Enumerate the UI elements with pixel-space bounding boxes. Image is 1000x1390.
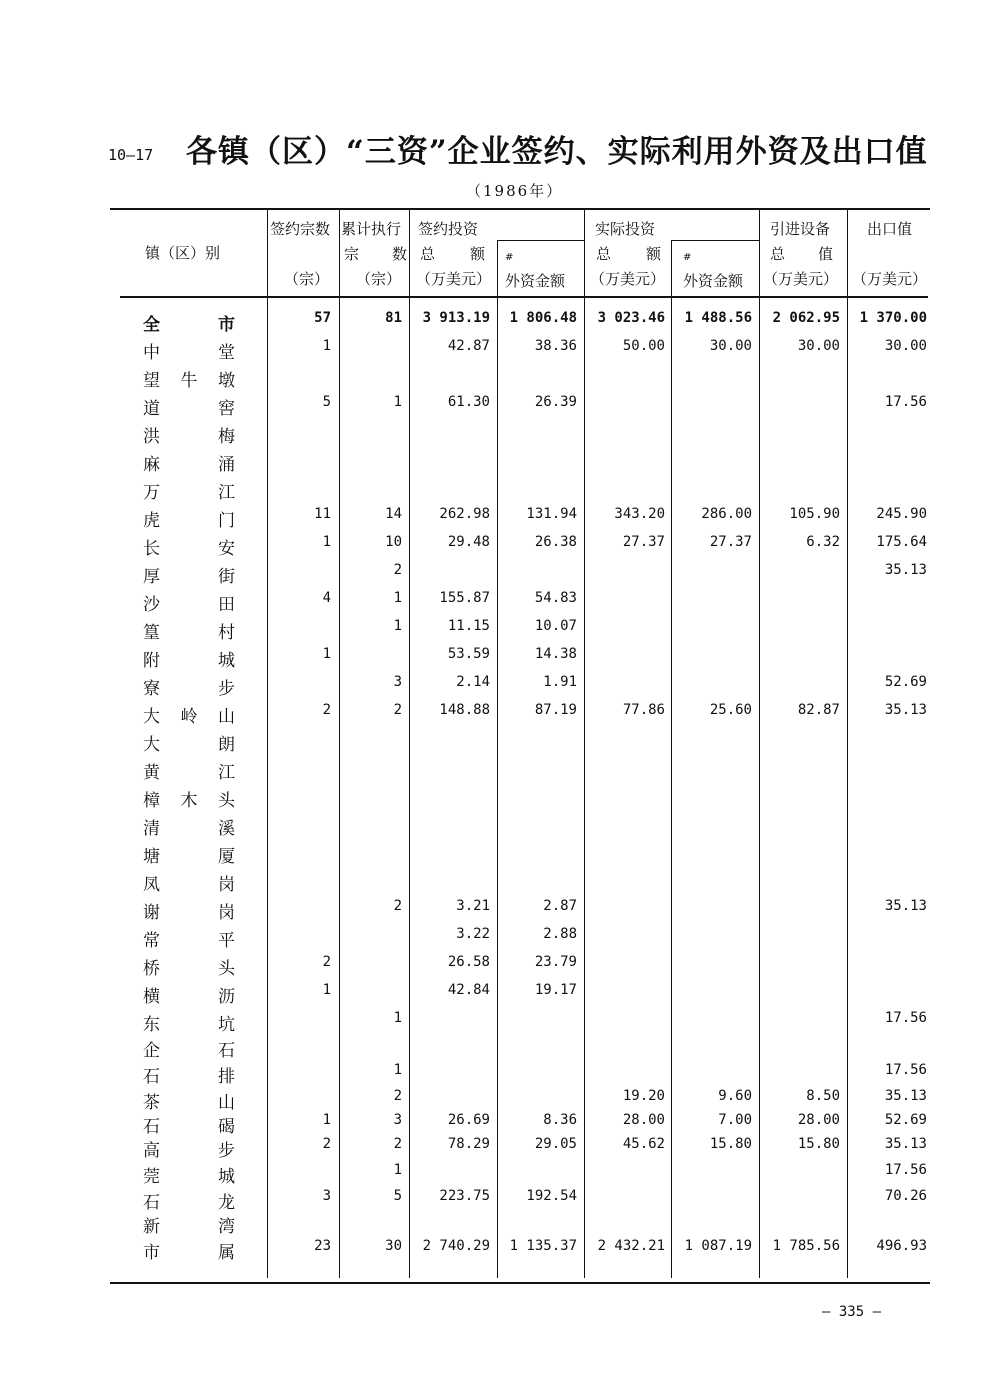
cell-signed-count: 11 bbox=[314, 506, 331, 522]
town-name-char: 堂 bbox=[218, 343, 235, 363]
cell-signed-count: 2 bbox=[322, 954, 331, 970]
table-row bbox=[0, 1136, 1000, 1162]
cell-signed-total: 223.75 bbox=[439, 1188, 490, 1204]
cell-signed-total: 42.84 bbox=[447, 982, 490, 998]
cell-signed-count: 1 bbox=[322, 1112, 331, 1128]
header-hash-mark: # bbox=[683, 252, 692, 263]
town-name-char: 墩 bbox=[218, 371, 235, 391]
cell-cum-exec-count: 1 bbox=[393, 618, 402, 634]
cell-cum-exec-count: 81 bbox=[385, 310, 402, 326]
town-name bbox=[143, 646, 235, 671]
town-name-char: 石 bbox=[143, 1193, 160, 1213]
table-row bbox=[0, 310, 1000, 336]
town-name-char: 步 bbox=[218, 1141, 235, 1161]
table-row bbox=[0, 450, 1000, 476]
cell-export-value: 35.13 bbox=[884, 562, 927, 578]
header-town: 镇（区）别 bbox=[145, 244, 221, 262]
cell-export-value: 35.13 bbox=[884, 702, 927, 718]
town-name bbox=[143, 366, 235, 391]
header-equip-total-a: 总 bbox=[770, 245, 786, 263]
table-row bbox=[0, 338, 1000, 364]
subheader-rule bbox=[671, 240, 759, 241]
town-name bbox=[143, 786, 235, 811]
town-name bbox=[143, 1238, 235, 1263]
cell-signed-count: 1 bbox=[322, 534, 331, 550]
table-row bbox=[0, 1188, 1000, 1214]
cell-actual-total: 27.37 bbox=[622, 534, 665, 550]
cell-signed-foreign: 131.94 bbox=[526, 506, 577, 522]
town-name-char: 市 bbox=[143, 1243, 160, 1263]
table-row bbox=[0, 898, 1000, 924]
header-equip-total-b: 值 bbox=[818, 245, 834, 263]
town-name-char: 梅 bbox=[218, 427, 235, 447]
town-name-char: 属 bbox=[218, 1243, 235, 1263]
cell-export-value: 17.56 bbox=[884, 394, 927, 410]
cell-signed-foreign: 8.36 bbox=[543, 1112, 577, 1128]
cell-cum-exec-count: 2 bbox=[393, 898, 402, 914]
header-actual-invest: 实际投资 bbox=[595, 220, 656, 238]
table-row bbox=[0, 786, 1000, 812]
table-row bbox=[0, 954, 1000, 980]
cell-equip-total: 6.32 bbox=[806, 534, 840, 550]
cell-signed-count: 1 bbox=[322, 982, 331, 998]
town-name-char: 望 bbox=[143, 371, 160, 391]
cell-equip-total: 82.87 bbox=[797, 702, 840, 718]
cell-signed-foreign: 2.87 bbox=[543, 898, 577, 914]
cell-signed-total: 148.88 bbox=[439, 702, 490, 718]
town-name bbox=[143, 1188, 235, 1213]
table-row bbox=[0, 674, 1000, 700]
table-row bbox=[0, 590, 1000, 616]
header-cum-exec-b: 数 bbox=[392, 245, 408, 263]
cell-export-value: 17.56 bbox=[884, 1010, 927, 1026]
cell-signed-total: 61.30 bbox=[447, 394, 490, 410]
cell-export-value: 35.13 bbox=[884, 1088, 927, 1104]
cell-signed-total: 155.87 bbox=[439, 590, 490, 606]
table-row bbox=[0, 1162, 1000, 1188]
town-name-char: 山 bbox=[218, 1093, 235, 1113]
header-signed-invest: 签约投资 bbox=[418, 220, 479, 238]
cell-actual-total: 343.20 bbox=[614, 506, 665, 522]
town-name bbox=[143, 898, 235, 923]
table-row bbox=[0, 982, 1000, 1008]
cell-cum-exec-count: 2 bbox=[393, 702, 402, 718]
table-row bbox=[0, 618, 1000, 644]
header-signed-total-unit: （万美元） bbox=[416, 270, 492, 288]
town-name bbox=[143, 1212, 235, 1237]
town-name bbox=[143, 814, 235, 839]
cell-actual-total: 3 023.46 bbox=[597, 310, 665, 326]
cell-equip-total: 28.00 bbox=[797, 1112, 840, 1128]
cell-signed-total: 3.21 bbox=[456, 898, 490, 914]
header-signed-count-unit: （宗） bbox=[284, 270, 330, 288]
town-name bbox=[143, 506, 235, 531]
town-name-char: 城 bbox=[218, 1167, 235, 1187]
table-row bbox=[0, 1212, 1000, 1238]
cell-signed-total: 2 740.29 bbox=[422, 1238, 490, 1254]
cell-actual-foreign: 30.00 bbox=[709, 338, 752, 354]
cell-signed-total: 78.29 bbox=[447, 1136, 490, 1152]
header-export-unit: （万美元） bbox=[852, 270, 928, 288]
cell-actual-total: 28.00 bbox=[622, 1112, 665, 1128]
cell-signed-count: 57 bbox=[314, 310, 331, 326]
town-name bbox=[143, 338, 235, 363]
cell-signed-foreign: 1 806.48 bbox=[509, 310, 577, 326]
town-name-char: 岗 bbox=[218, 875, 235, 895]
cell-signed-total: 42.87 bbox=[447, 338, 490, 354]
town-name bbox=[143, 982, 235, 1007]
town-name-char: 长 bbox=[143, 539, 160, 559]
cell-signed-foreign: 1.91 bbox=[543, 674, 577, 690]
cell-cum-exec-count: 1 bbox=[393, 394, 402, 410]
cell-export-value: 35.13 bbox=[884, 1136, 927, 1152]
table-row bbox=[0, 422, 1000, 448]
town-name-char: 市 bbox=[218, 315, 235, 335]
town-name-char: 步 bbox=[218, 679, 235, 699]
subheader-rule bbox=[497, 240, 584, 241]
cell-actual-foreign: 27.37 bbox=[709, 534, 752, 550]
table-row bbox=[0, 730, 1000, 756]
town-name-char: 木 bbox=[180, 791, 198, 811]
town-name-char: 平 bbox=[218, 931, 235, 951]
cell-equip-total: 2 062.95 bbox=[772, 310, 840, 326]
table-row bbox=[0, 1238, 1000, 1264]
cell-signed-count: 2 bbox=[322, 702, 331, 718]
cell-signed-foreign: 14.38 bbox=[534, 646, 577, 662]
cell-actual-foreign: 1 087.19 bbox=[684, 1238, 752, 1254]
cell-cum-exec-count: 2 bbox=[393, 1088, 402, 1104]
cell-actual-total: 19.20 bbox=[622, 1088, 665, 1104]
cell-equip-total: 105.90 bbox=[789, 506, 840, 522]
table-row bbox=[0, 1088, 1000, 1114]
town-name-char: 横 bbox=[143, 987, 160, 1007]
header-rule bbox=[120, 296, 928, 298]
cell-cum-exec-count: 5 bbox=[393, 1188, 402, 1204]
cell-export-value: 17.56 bbox=[884, 1162, 927, 1178]
table-row bbox=[0, 534, 1000, 560]
town-name-char: 高 bbox=[143, 1141, 160, 1161]
town-name bbox=[143, 1062, 235, 1087]
town-name-char: 莞 bbox=[143, 1167, 160, 1187]
town-name bbox=[143, 758, 235, 783]
cell-signed-total: 2.14 bbox=[456, 674, 490, 690]
header-actual-total-unit: （万美元） bbox=[590, 270, 666, 288]
table-row bbox=[0, 394, 1000, 420]
cell-signed-count: 3 bbox=[322, 1188, 331, 1204]
cell-actual-total: 50.00 bbox=[622, 338, 665, 354]
cell-cum-exec-count: 1 bbox=[393, 590, 402, 606]
header-cum-exec: 累计执行 bbox=[341, 220, 402, 238]
town-name-char: 樟 bbox=[143, 791, 160, 811]
town-name-char: 虎 bbox=[143, 511, 160, 531]
cell-signed-foreign: 54.83 bbox=[534, 590, 577, 606]
page-title: 各镇（区）“三资”企业签约、实际利用外资及出口值 bbox=[186, 134, 928, 170]
town-name bbox=[143, 1088, 235, 1113]
town-name-char: 塘 bbox=[143, 847, 160, 867]
town-name bbox=[143, 1036, 235, 1061]
town-name bbox=[143, 450, 235, 475]
town-name bbox=[143, 422, 235, 447]
header-actual-total-b: 额 bbox=[646, 245, 662, 263]
town-name-char: 全 bbox=[143, 315, 160, 335]
cell-equip-total: 1 785.56 bbox=[772, 1238, 840, 1254]
cell-export-value: 1 370.00 bbox=[859, 310, 927, 326]
table-row bbox=[0, 702, 1000, 728]
town-name-char: 龙 bbox=[218, 1193, 235, 1213]
cell-export-value: 52.69 bbox=[884, 674, 927, 690]
cell-actual-total: 2 432.21 bbox=[597, 1238, 665, 1254]
cell-equip-total: 15.80 bbox=[797, 1136, 840, 1152]
cell-signed-foreign: 19.17 bbox=[534, 982, 577, 998]
cell-signed-total: 3 913.19 bbox=[422, 310, 490, 326]
cell-actual-foreign: 286.00 bbox=[701, 506, 752, 522]
cell-signed-count: 1 bbox=[322, 646, 331, 662]
table-row bbox=[0, 478, 1000, 504]
header-export: 出口值 bbox=[867, 220, 913, 238]
town-name-char: 麻 bbox=[143, 455, 160, 475]
cell-signed-count: 23 bbox=[314, 1238, 331, 1254]
cell-cum-exec-count: 2 bbox=[393, 1136, 402, 1152]
town-name-char: 碣 bbox=[218, 1117, 235, 1137]
header-signed-total-a: 总 bbox=[420, 245, 436, 263]
town-name bbox=[143, 870, 235, 895]
town-name bbox=[143, 534, 235, 559]
cell-signed-total: 3.22 bbox=[456, 926, 490, 942]
table-row bbox=[0, 366, 1000, 392]
cell-signed-foreign: 29.05 bbox=[534, 1136, 577, 1152]
town-name bbox=[143, 394, 235, 419]
table-year: （1986年） bbox=[466, 182, 564, 200]
cell-actual-total: 45.62 bbox=[622, 1136, 665, 1152]
cell-equip-total: 8.50 bbox=[806, 1088, 840, 1104]
cell-actual-foreign: 7.00 bbox=[718, 1112, 752, 1128]
town-name bbox=[143, 702, 235, 727]
town-name-char: 企 bbox=[143, 1041, 160, 1061]
cell-export-value: 496.93 bbox=[876, 1238, 927, 1254]
cell-signed-foreign: 10.07 bbox=[534, 618, 577, 634]
cell-signed-total: 26.69 bbox=[447, 1112, 490, 1128]
header-equip-unit: （万美元） bbox=[763, 270, 839, 288]
cell-equip-total: 30.00 bbox=[797, 338, 840, 354]
cell-cum-exec-count: 2 bbox=[393, 562, 402, 578]
header-hash-mark: # bbox=[505, 252, 514, 263]
table-row bbox=[0, 562, 1000, 588]
cell-signed-foreign: 87.19 bbox=[534, 702, 577, 718]
cell-signed-foreign: 26.39 bbox=[534, 394, 577, 410]
town-name-char: 山 bbox=[218, 707, 235, 727]
town-name-char: 沙 bbox=[143, 595, 160, 615]
header-actual-total-a: 总 bbox=[596, 245, 612, 263]
town-name bbox=[143, 674, 235, 699]
cell-actual-foreign: 25.60 bbox=[709, 702, 752, 718]
town-name-char: 排 bbox=[218, 1067, 235, 1087]
town-name bbox=[143, 590, 235, 615]
town-name-char: 沥 bbox=[218, 987, 235, 1007]
town-name-char: 大 bbox=[143, 707, 160, 727]
header-equip: 引进设备 bbox=[770, 220, 831, 238]
town-name-char: 窖 bbox=[218, 399, 235, 419]
cell-signed-foreign: 2.88 bbox=[543, 926, 577, 942]
town-name-char: 厦 bbox=[218, 847, 235, 867]
town-name bbox=[143, 310, 235, 335]
cell-actual-foreign: 1 488.56 bbox=[684, 310, 752, 326]
town-name-char: 城 bbox=[218, 651, 235, 671]
town-name-char: 道 bbox=[143, 399, 160, 419]
header-cum-exec-unit: （宗） bbox=[356, 270, 402, 288]
cell-signed-count: 5 bbox=[322, 394, 331, 410]
town-name-char: 门 bbox=[218, 511, 235, 531]
town-name bbox=[143, 842, 235, 867]
town-name-char: 村 bbox=[218, 623, 235, 643]
cell-cum-exec-count: 3 bbox=[393, 1112, 402, 1128]
town-name-char: 岗 bbox=[218, 903, 235, 923]
table-row bbox=[0, 506, 1000, 532]
cell-signed-foreign: 1 135.37 bbox=[509, 1238, 577, 1254]
town-name bbox=[143, 1162, 235, 1187]
town-name-char: 茶 bbox=[143, 1093, 160, 1113]
town-name-char: 常 bbox=[143, 931, 160, 951]
town-name-char: 篁 bbox=[143, 623, 160, 643]
cell-signed-total: 26.58 bbox=[447, 954, 490, 970]
cell-cum-exec-count: 14 bbox=[385, 506, 402, 522]
town-name-char: 东 bbox=[143, 1015, 160, 1035]
table-row bbox=[0, 870, 1000, 896]
cell-signed-count: 1 bbox=[322, 338, 331, 354]
town-name-char: 寮 bbox=[143, 679, 160, 699]
town-name-char: 黄 bbox=[143, 763, 160, 783]
cell-signed-count: 2 bbox=[322, 1136, 331, 1152]
town-name-char: 岭 bbox=[180, 707, 198, 727]
cell-actual-total: 77.86 bbox=[622, 702, 665, 718]
header-actual-foreign: 外资金额 bbox=[683, 272, 744, 290]
cell-export-value: 30.00 bbox=[884, 338, 927, 354]
town-name-char: 湾 bbox=[218, 1217, 235, 1237]
cell-signed-total: 262.98 bbox=[439, 506, 490, 522]
town-name-char: 石 bbox=[218, 1041, 235, 1061]
town-name bbox=[143, 1136, 235, 1161]
table-row bbox=[0, 842, 1000, 868]
town-name-char: 江 bbox=[218, 483, 235, 503]
cell-cum-exec-count: 1 bbox=[393, 1162, 402, 1178]
cell-actual-foreign: 9.60 bbox=[718, 1088, 752, 1104]
town-name-char: 头 bbox=[218, 959, 235, 979]
table-row bbox=[0, 1036, 1000, 1062]
town-name-char: 涌 bbox=[218, 455, 235, 475]
town-name bbox=[143, 926, 235, 951]
town-name bbox=[143, 1112, 235, 1137]
town-name-char: 中 bbox=[143, 343, 160, 363]
header-signed-total-b: 额 bbox=[470, 245, 486, 263]
table-row bbox=[0, 814, 1000, 840]
cell-export-value: 35.13 bbox=[884, 898, 927, 914]
cell-signed-foreign: 192.54 bbox=[526, 1188, 577, 1204]
town-name bbox=[143, 1010, 235, 1035]
cell-actual-foreign: 15.80 bbox=[709, 1136, 752, 1152]
cell-cum-exec-count: 3 bbox=[393, 674, 402, 690]
town-name-char: 街 bbox=[218, 567, 235, 587]
table-row bbox=[0, 646, 1000, 672]
page-number: — 335 — bbox=[822, 1304, 882, 1320]
table-row bbox=[0, 1062, 1000, 1088]
town-name-char: 桥 bbox=[143, 959, 160, 979]
town-name-char: 清 bbox=[143, 819, 160, 839]
town-name bbox=[143, 954, 235, 979]
cell-export-value: 245.90 bbox=[876, 506, 927, 522]
town-name-char: 朗 bbox=[218, 735, 235, 755]
header-signed-count: 签约宗数 bbox=[270, 220, 331, 238]
cell-signed-foreign: 38.36 bbox=[534, 338, 577, 354]
town-name-char: 大 bbox=[143, 735, 160, 755]
cell-signed-total: 53.59 bbox=[447, 646, 490, 662]
town-name-char: 江 bbox=[218, 763, 235, 783]
town-name-char: 田 bbox=[218, 595, 235, 615]
cell-signed-total: 29.48 bbox=[447, 534, 490, 550]
town-name-char: 牛 bbox=[180, 371, 198, 391]
town-name-char: 凤 bbox=[143, 875, 160, 895]
cell-cum-exec-count: 10 bbox=[385, 534, 402, 550]
cell-cum-exec-count: 30 bbox=[385, 1238, 402, 1254]
header-cum-exec-a: 宗 bbox=[344, 245, 360, 263]
top-rule bbox=[110, 208, 930, 210]
town-name-char: 新 bbox=[143, 1217, 160, 1237]
table-number: 10—17 bbox=[108, 146, 154, 164]
cell-export-value: 70.26 bbox=[884, 1188, 927, 1204]
cell-signed-foreign: 26.38 bbox=[534, 534, 577, 550]
town-name bbox=[143, 562, 235, 587]
town-name-char: 万 bbox=[143, 483, 160, 503]
cell-export-value: 175.64 bbox=[876, 534, 927, 550]
town-name-char: 头 bbox=[218, 791, 235, 811]
cell-signed-total: 11.15 bbox=[447, 618, 490, 634]
town-name bbox=[143, 618, 235, 643]
bottom-rule bbox=[110, 1282, 930, 1284]
town-name-char: 石 bbox=[143, 1117, 160, 1137]
town-name-char: 溪 bbox=[218, 819, 235, 839]
town-name-char: 附 bbox=[143, 651, 160, 671]
town-name-char: 坑 bbox=[218, 1015, 235, 1035]
town-name-char: 石 bbox=[143, 1067, 160, 1087]
cell-cum-exec-count: 1 bbox=[393, 1010, 402, 1026]
town-name-char: 谢 bbox=[143, 903, 160, 923]
cell-signed-foreign: 23.79 bbox=[534, 954, 577, 970]
table-row bbox=[0, 926, 1000, 952]
cell-signed-count: 4 bbox=[322, 590, 331, 606]
town-name-char: 洪 bbox=[143, 427, 160, 447]
cell-cum-exec-count: 1 bbox=[393, 1062, 402, 1078]
town-name bbox=[143, 478, 235, 503]
cell-export-value: 52.69 bbox=[884, 1112, 927, 1128]
table-row bbox=[0, 1010, 1000, 1036]
table-row bbox=[0, 1112, 1000, 1138]
header-signed-foreign: 外资金额 bbox=[505, 272, 566, 290]
cell-export-value: 17.56 bbox=[884, 1062, 927, 1078]
town-name bbox=[143, 730, 235, 755]
town-name-char: 安 bbox=[218, 539, 235, 559]
table-row bbox=[0, 758, 1000, 784]
town-name-char: 厚 bbox=[143, 567, 160, 587]
